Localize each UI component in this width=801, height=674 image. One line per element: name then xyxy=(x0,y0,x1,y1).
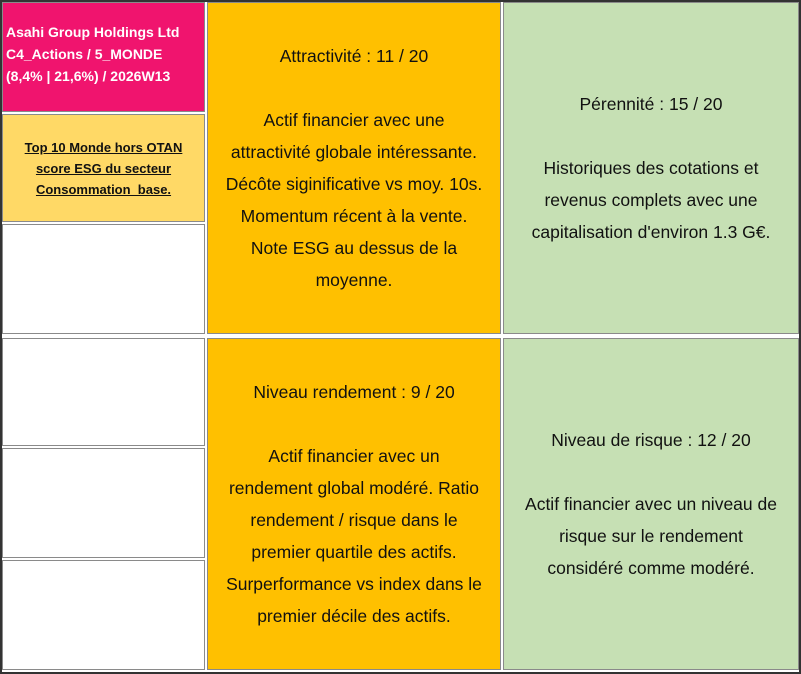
empty-cell xyxy=(2,560,205,670)
asset-title-block xyxy=(2,2,205,112)
empty-cell xyxy=(2,338,205,446)
empty-cell xyxy=(2,224,205,334)
attractivite-cell xyxy=(207,2,501,334)
rendement-text: Actif financier avec un rendement global modéré. Ratio rendement / risque dans le premier quartile des actifs. Surperformance vs index dans le premier décile des actifs. xyxy=(226,446,482,626)
attractivite-heading: Attractivité : 11 / 20 xyxy=(279,46,429,66)
perennite-text: Historiques des cotations et revenus complets avec une capitalisation d'environ 1.3 G€. xyxy=(531,158,771,242)
perennite-heading: Pérennité : 15 / 20 xyxy=(579,94,723,114)
rendement-cell xyxy=(207,338,501,670)
asset-name: Asahi Group Holdings Ltd xyxy=(6,24,180,40)
risque-text: Actif financier avec un niveau de risque sur le rendement considéré comme modéré. xyxy=(525,494,777,578)
esg-ranking-badge xyxy=(2,114,205,222)
attractivite-text: Actif financier avec une attractivité globale intéressante. Décôte siginificative vs moy. 10s. Momentum récent à la vente. Note ESG au dessus de la moyenne. xyxy=(225,110,483,290)
risque-heading: Niveau de risque : 12 / 20 xyxy=(551,430,751,450)
asset-period: (8,4% | 21,6%) / 2026W13 xyxy=(6,68,171,84)
risque-cell xyxy=(503,338,799,670)
esg-ranking-text: Top 10 Monde hors OTAN score ESG du secteur Consommation_base. xyxy=(24,139,183,197)
asset-category: C4_Actions / 5_MONDE xyxy=(6,46,163,62)
perennite-cell xyxy=(503,2,799,334)
rendement-heading: Niveau rendement : 9 / 20 xyxy=(253,382,455,402)
empty-cell xyxy=(2,448,205,558)
